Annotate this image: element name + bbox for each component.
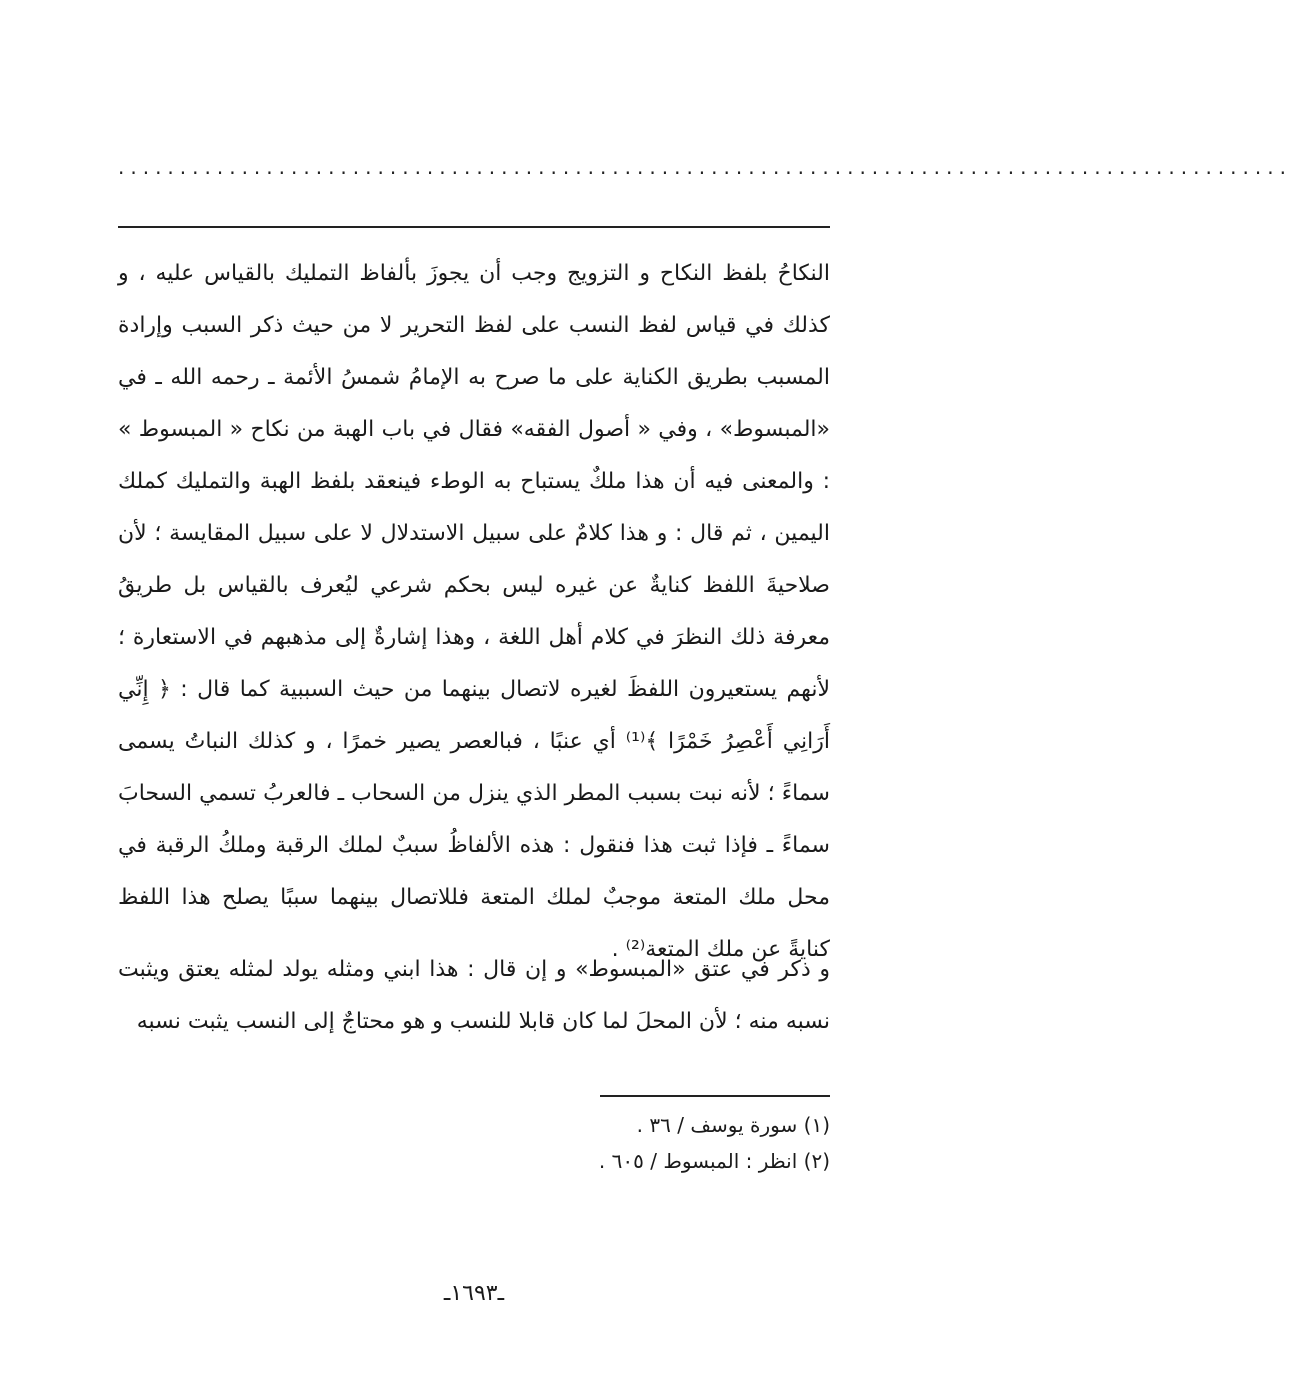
footnote-2: (٢) انظر : المبسوط / ٦٠٥ .: [598, 1149, 830, 1173]
page-number: ـ١٦٩٣ـ: [443, 1281, 505, 1306]
dotted-separator: ...............................................................................................: [118, 155, 1292, 179]
main-text: [118, 248, 830, 1056]
paragraph-1: النكاحُ بلفظ النكاح و التزويج وجب أن يجوزَ بألفاظ التمليك بالقياس عليه ، و كذلك في قياس لفظ النسب على لفظ التحرير لا من حيث ذكر السبب وإرادة المسبب بطريق الكناية على ما صرح به الإمامُ شمسُ الأئمة ـ رحمه الله ـ في «المبسوط» ، وفي « أصول الفقه» فقال في باب الهبة من نكاح « المبسوط » : والمعنى فيه أن هذا ملكٌ يستباح به الوطء فينعقد بلفظ الهبة والتمليك كملك اليمين ، ثم قال : و هذا كلامٌ على سبيل الاستدلال لا على سبيل المقايسة ؛ لأن صلاحيةَ اللفظ كنايةٌ عن غيره ليس بحكم شرعي ليُعرف بالقياس بل طريقُ معرفة ذلك النظرَ في كلام أهل اللغة ، وهذا إشارةٌ إلى مذهبهم في الاستعارة ؛ لأنهم يستعيرون اللفظَ لغيره لاتصال بينهما من حيث السببية كما قال : ﴿ إِنِّي أَرَانِي أَعْصِرُ خَمْرًا ﴾⁽¹⁾ أي عنبًا ، فبالعصر يصير خمرًا ، و كذلك النباتُ يسمى سماءً ؛ لأنه نبت بسبب المطر الذي ينزل من السحاب ـ فالعربُ تسمي السحابَ سماءً ـ فإذا ثبت هذا فنقول : هذه الألفاظُ سببٌ لملك الرقبة وملكُ الرقبة في محل ملك المتعة موجبٌ لملك المتعة فللاتصال بينهما سببًا يصلح هذا اللفظ كنايةً عن ملك المتعة⁽²⁾ .: [118, 261, 830, 962]
footnote-rule: [600, 1095, 830, 1097]
paragraph-2: و ذكر في عتق «المبسوط» و إن قال : هذا ابني ومثله يولد لمثله يعتق ويثبت نسبه منه ؛ لأن المحلَ لما كان قابلا للنسب و هو محتاجٌ إلى النسب يثبت نسبه: [118, 957, 830, 1034]
header-rule: [118, 226, 830, 228]
footnotes: [118, 1107, 830, 1179]
footnote-1: (١) سورة يوسف / ٣٦ .: [636, 1113, 830, 1137]
